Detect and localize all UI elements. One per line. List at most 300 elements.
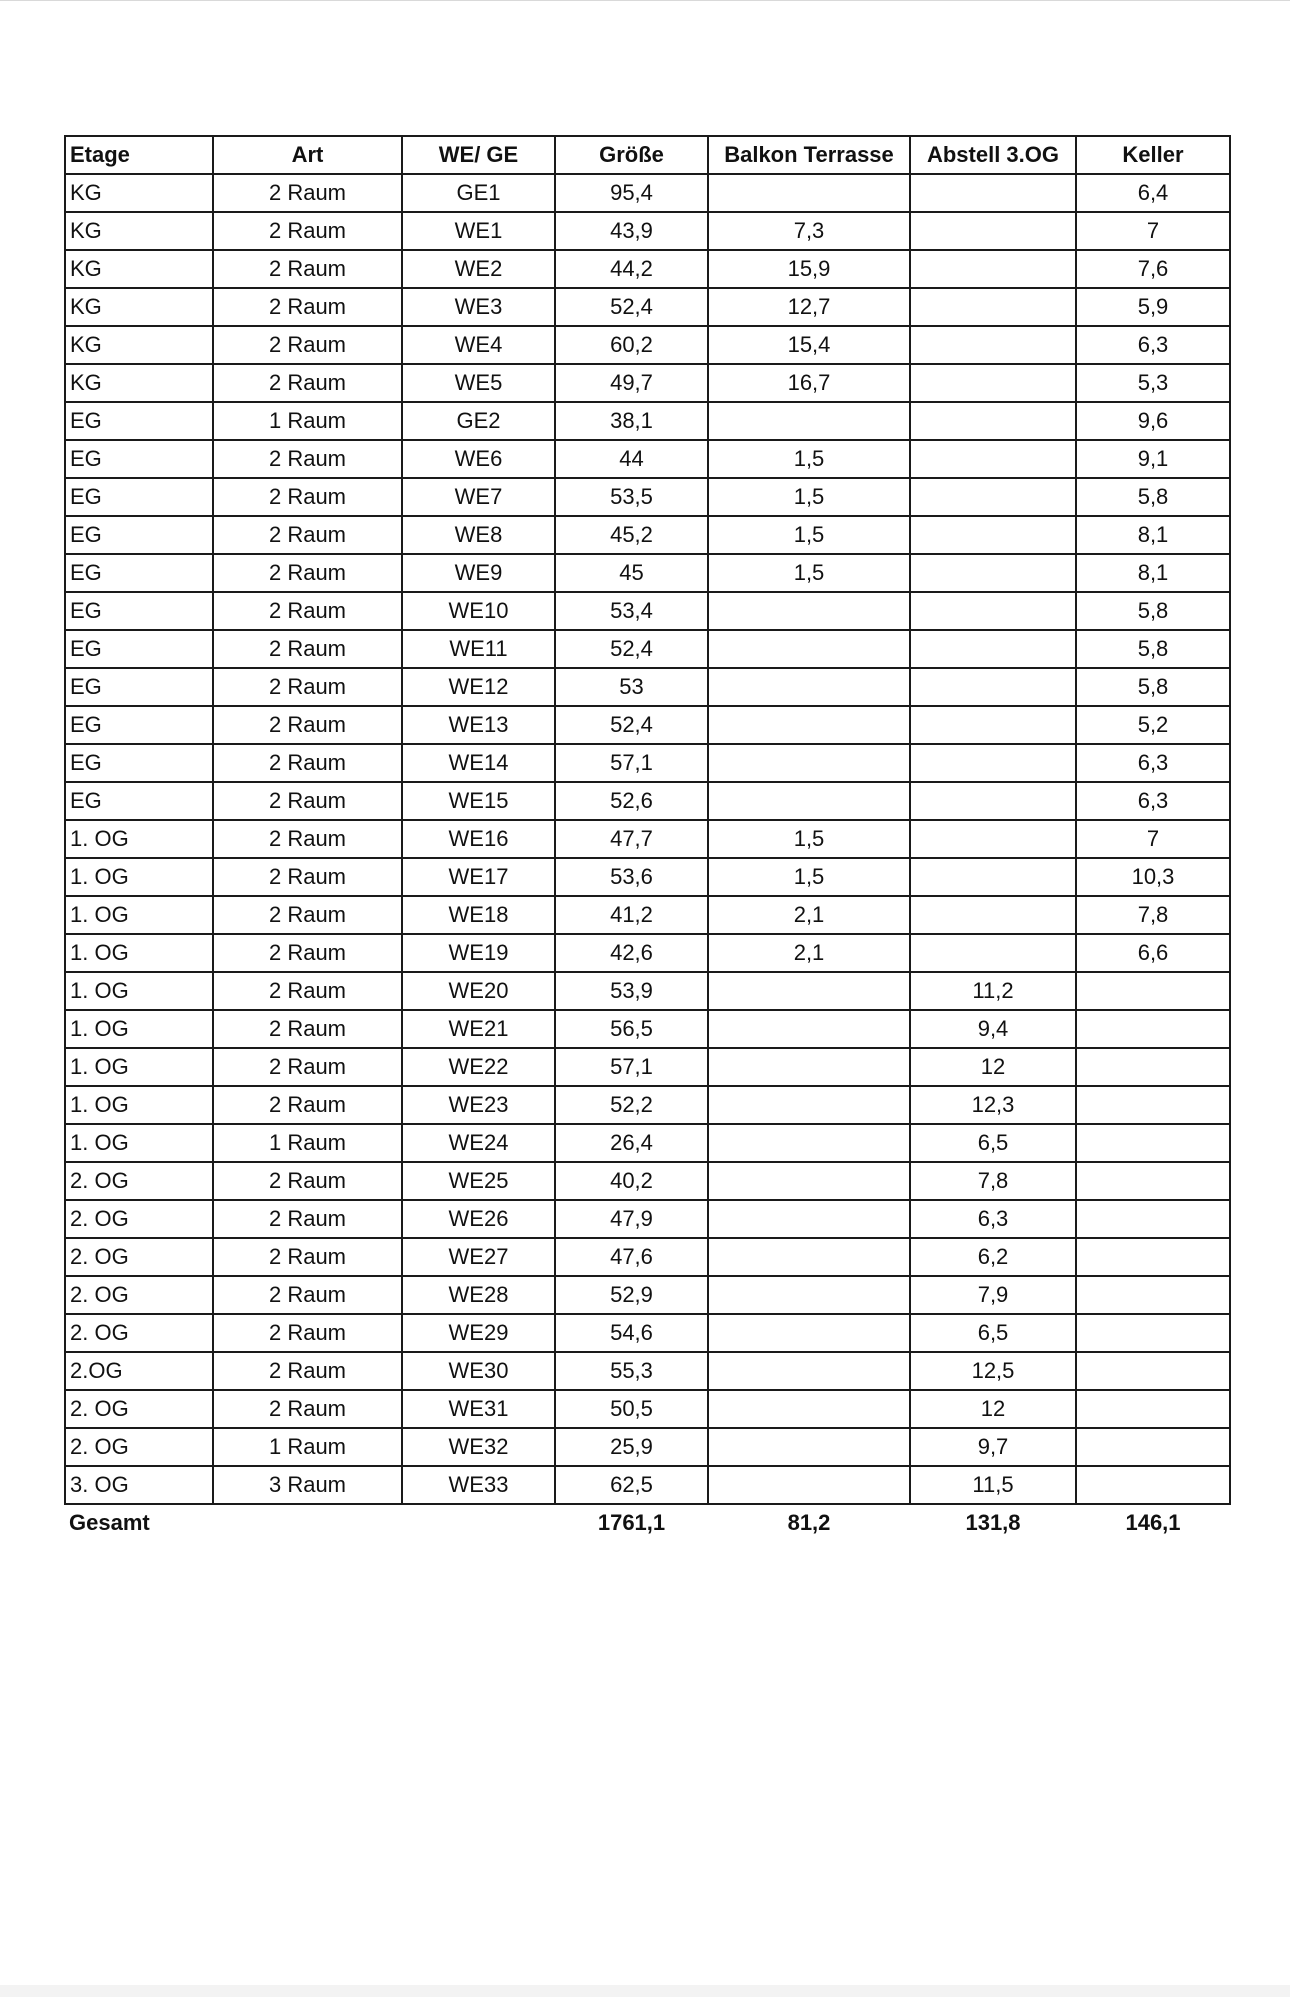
cell-etage: KG bbox=[65, 250, 213, 288]
cell-unit: WE20 bbox=[402, 972, 555, 1010]
cell-abstell bbox=[910, 402, 1076, 440]
cell-keller: 5,2 bbox=[1076, 706, 1230, 744]
cell-groesse: 52,4 bbox=[555, 706, 708, 744]
table-row bbox=[65, 706, 1230, 744]
cell-balkon-terrasse bbox=[708, 668, 910, 706]
cell-keller bbox=[1076, 1086, 1230, 1124]
cell-balkon-terrasse bbox=[708, 1466, 910, 1504]
cell-art: 1 Raum bbox=[213, 402, 402, 440]
cell-etage: 2. OG bbox=[65, 1162, 213, 1200]
cell-balkon-terrasse: 15,9 bbox=[708, 250, 910, 288]
cell-unit: WE2 bbox=[402, 250, 555, 288]
cell-unit: WE27 bbox=[402, 1238, 555, 1276]
table-row bbox=[65, 478, 1230, 516]
cell-etage: 2. OG bbox=[65, 1390, 213, 1428]
cell-abstell bbox=[910, 668, 1076, 706]
bottom-edge bbox=[0, 1985, 1290, 1997]
cell-keller bbox=[1076, 1428, 1230, 1466]
table-row bbox=[65, 1048, 1230, 1086]
cell-abstell: 12 bbox=[910, 1048, 1076, 1086]
cell-keller: 7 bbox=[1076, 212, 1230, 250]
cell-abstell bbox=[910, 592, 1076, 630]
cell-etage: EG bbox=[65, 630, 213, 668]
cell-art: 3 Raum bbox=[213, 1466, 402, 1504]
cell-etage: KG bbox=[65, 174, 213, 212]
table-body bbox=[65, 174, 1230, 1504]
cell-groesse: 53,6 bbox=[555, 858, 708, 896]
table-row bbox=[65, 934, 1230, 972]
cell-etage: EG bbox=[65, 706, 213, 744]
cell-abstell bbox=[910, 516, 1076, 554]
cell-etage: 2. OG bbox=[65, 1314, 213, 1352]
cell-art: 1 Raum bbox=[213, 1428, 402, 1466]
cell-unit: GE2 bbox=[402, 402, 555, 440]
cell-balkon-terrasse: 16,7 bbox=[708, 364, 910, 402]
cell-abstell bbox=[910, 174, 1076, 212]
cell-groesse: 47,6 bbox=[555, 1238, 708, 1276]
cell-abstell: 12 bbox=[910, 1390, 1076, 1428]
cell-groesse: 52,2 bbox=[555, 1086, 708, 1124]
cell-keller bbox=[1076, 1314, 1230, 1352]
cell-etage: 2. OG bbox=[65, 1238, 213, 1276]
cell-balkon-terrasse bbox=[708, 1048, 910, 1086]
cell-etage: 1. OG bbox=[65, 820, 213, 858]
cell-abstell bbox=[910, 554, 1076, 592]
cell-balkon-terrasse bbox=[708, 1238, 910, 1276]
cell-keller: 5,8 bbox=[1076, 478, 1230, 516]
total-balkon-terrasse: 81,2 bbox=[787, 1510, 831, 1535]
cell-balkon-terrasse bbox=[708, 972, 910, 1010]
cell-balkon-terrasse bbox=[708, 630, 910, 668]
cell-unit: WE6 bbox=[402, 440, 555, 478]
cell-balkon-terrasse bbox=[708, 174, 910, 212]
cell-groesse: 52,6 bbox=[555, 782, 708, 820]
cell-keller: 7 bbox=[1076, 820, 1230, 858]
cell-keller: 10,3 bbox=[1076, 858, 1230, 896]
table-row bbox=[65, 1010, 1230, 1048]
cell-balkon-terrasse bbox=[708, 744, 910, 782]
cell-art: 2 Raum bbox=[213, 326, 402, 364]
cell-art: 1 Raum bbox=[213, 1124, 402, 1162]
top-divider bbox=[0, 0, 1290, 1]
table-row bbox=[65, 668, 1230, 706]
cell-art: 2 Raum bbox=[213, 820, 402, 858]
cell-balkon-terrasse bbox=[708, 1352, 910, 1390]
cell-etage: EG bbox=[65, 782, 213, 820]
cell-abstell bbox=[910, 782, 1076, 820]
cell-etage: 1. OG bbox=[65, 1048, 213, 1086]
cell-groesse: 47,9 bbox=[555, 1200, 708, 1238]
cell-unit: WE7 bbox=[402, 478, 555, 516]
cell-etage: EG bbox=[65, 668, 213, 706]
cell-unit: WE29 bbox=[402, 1314, 555, 1352]
cell-groesse: 43,9 bbox=[555, 212, 708, 250]
cell-groesse: 95,4 bbox=[555, 174, 708, 212]
cell-unit: WE1 bbox=[402, 212, 555, 250]
cell-etage: EG bbox=[65, 516, 213, 554]
cell-balkon-terrasse: 1,5 bbox=[708, 516, 910, 554]
cell-etage: 1. OG bbox=[65, 1124, 213, 1162]
cell-unit: WE5 bbox=[402, 364, 555, 402]
cell-unit: GE1 bbox=[402, 174, 555, 212]
table-row bbox=[65, 630, 1230, 668]
cell-unit: WE26 bbox=[402, 1200, 555, 1238]
cell-keller: 8,1 bbox=[1076, 516, 1230, 554]
table-row bbox=[65, 592, 1230, 630]
cell-etage: 2. OG bbox=[65, 1200, 213, 1238]
cell-etage: 2. OG bbox=[65, 1276, 213, 1314]
cell-unit: WE9 bbox=[402, 554, 555, 592]
table-row bbox=[65, 1086, 1230, 1124]
cell-keller: 7,8 bbox=[1076, 896, 1230, 934]
cell-keller bbox=[1076, 1162, 1230, 1200]
cell-abstell bbox=[910, 820, 1076, 858]
cell-groesse: 52,4 bbox=[555, 288, 708, 326]
cell-abstell bbox=[910, 288, 1076, 326]
cell-abstell: 6,5 bbox=[910, 1314, 1076, 1352]
cell-art: 2 Raum bbox=[213, 630, 402, 668]
cell-keller bbox=[1076, 1466, 1230, 1504]
cell-keller bbox=[1076, 1124, 1230, 1162]
cell-etage: EG bbox=[65, 744, 213, 782]
cell-etage: EG bbox=[65, 440, 213, 478]
cell-groesse: 25,9 bbox=[555, 1428, 708, 1466]
cell-art: 2 Raum bbox=[213, 1352, 402, 1390]
table-row bbox=[65, 1200, 1230, 1238]
table-row bbox=[65, 326, 1230, 364]
table-row bbox=[65, 1124, 1230, 1162]
cell-groesse: 44,2 bbox=[555, 250, 708, 288]
cell-unit: WE31 bbox=[402, 1390, 555, 1428]
column-header-unit: WE/ GE bbox=[402, 136, 555, 174]
cell-unit: WE12 bbox=[402, 668, 555, 706]
cell-balkon-terrasse: 1,5 bbox=[708, 554, 910, 592]
cell-groesse: 44 bbox=[555, 440, 708, 478]
cell-etage: KG bbox=[65, 288, 213, 326]
cell-keller: 6,3 bbox=[1076, 782, 1230, 820]
table-row bbox=[65, 1466, 1230, 1504]
cell-balkon-terrasse bbox=[708, 1314, 910, 1352]
cell-unit: WE19 bbox=[402, 934, 555, 972]
cell-abstell bbox=[910, 250, 1076, 288]
table-row bbox=[65, 250, 1230, 288]
column-header-art: Art bbox=[213, 136, 402, 174]
cell-art: 2 Raum bbox=[213, 592, 402, 630]
cell-keller: 6,6 bbox=[1076, 934, 1230, 972]
cell-groesse: 53,5 bbox=[555, 478, 708, 516]
cell-keller: 5,9 bbox=[1076, 288, 1230, 326]
total-keller: 146,1 bbox=[1125, 1510, 1181, 1535]
cell-unit: WE14 bbox=[402, 744, 555, 782]
table-row bbox=[65, 440, 1230, 478]
cell-etage: 1. OG bbox=[65, 934, 213, 972]
cell-balkon-terrasse bbox=[708, 1428, 910, 1466]
cell-groesse: 41,2 bbox=[555, 896, 708, 934]
cell-groesse: 53,9 bbox=[555, 972, 708, 1010]
column-header-balkon-terrasse: Balkon Terrasse bbox=[708, 136, 910, 174]
column-header-abstell: Abstell 3.OG bbox=[910, 136, 1076, 174]
table-row bbox=[65, 1428, 1230, 1466]
table-row bbox=[65, 858, 1230, 896]
cell-art: 2 Raum bbox=[213, 896, 402, 934]
cell-balkon-terrasse: 2,1 bbox=[708, 896, 910, 934]
cell-unit: WE32 bbox=[402, 1428, 555, 1466]
cell-unit: WE10 bbox=[402, 592, 555, 630]
cell-art: 2 Raum bbox=[213, 250, 402, 288]
table-row bbox=[65, 896, 1230, 934]
column-header-groesse: Größe bbox=[555, 136, 708, 174]
cell-keller: 6,3 bbox=[1076, 744, 1230, 782]
cell-unit: WE30 bbox=[402, 1352, 555, 1390]
cell-keller: 8,1 bbox=[1076, 554, 1230, 592]
cell-keller bbox=[1076, 1276, 1230, 1314]
cell-keller: 9,6 bbox=[1076, 402, 1230, 440]
cell-abstell: 9,7 bbox=[910, 1428, 1076, 1466]
cell-art: 2 Raum bbox=[213, 858, 402, 896]
cell-art: 2 Raum bbox=[213, 1162, 402, 1200]
cell-groesse: 53,4 bbox=[555, 592, 708, 630]
cell-art: 2 Raum bbox=[213, 706, 402, 744]
cell-art: 2 Raum bbox=[213, 478, 402, 516]
table-row bbox=[65, 1276, 1230, 1314]
cell-balkon-terrasse bbox=[708, 1276, 910, 1314]
cell-art: 2 Raum bbox=[213, 516, 402, 554]
cell-keller: 9,1 bbox=[1076, 440, 1230, 478]
cell-keller bbox=[1076, 1200, 1230, 1238]
cell-unit: WE8 bbox=[402, 516, 555, 554]
cell-abstell bbox=[910, 934, 1076, 972]
cell-groesse: 45,2 bbox=[555, 516, 708, 554]
cell-abstell bbox=[910, 478, 1076, 516]
table-row bbox=[65, 1390, 1230, 1428]
cell-keller bbox=[1076, 972, 1230, 1010]
apartment-table bbox=[64, 135, 1231, 1541]
table-row bbox=[65, 1352, 1230, 1390]
cell-abstell: 6,2 bbox=[910, 1238, 1076, 1276]
cell-abstell bbox=[910, 858, 1076, 896]
cell-etage: 1. OG bbox=[65, 858, 213, 896]
cell-abstell: 11,5 bbox=[910, 1466, 1076, 1504]
cell-keller: 7,6 bbox=[1076, 250, 1230, 288]
cell-art: 2 Raum bbox=[213, 934, 402, 972]
cell-etage: 3. OG bbox=[65, 1466, 213, 1504]
table-row bbox=[65, 364, 1230, 402]
cell-abstell bbox=[910, 706, 1076, 744]
cell-abstell bbox=[910, 744, 1076, 782]
table-row bbox=[65, 174, 1230, 212]
cell-balkon-terrasse bbox=[708, 782, 910, 820]
table-row bbox=[65, 212, 1230, 250]
cell-groesse: 47,7 bbox=[555, 820, 708, 858]
cell-balkon-terrasse bbox=[708, 1010, 910, 1048]
cell-balkon-terrasse: 1,5 bbox=[708, 440, 910, 478]
cell-abstell: 6,3 bbox=[910, 1200, 1076, 1238]
cell-abstell: 6,5 bbox=[910, 1124, 1076, 1162]
cell-unit: WE15 bbox=[402, 782, 555, 820]
cell-balkon-terrasse: 15,4 bbox=[708, 326, 910, 364]
cell-keller bbox=[1076, 1238, 1230, 1276]
cell-etage: EG bbox=[65, 478, 213, 516]
cell-unit: WE25 bbox=[402, 1162, 555, 1200]
cell-unit: WE3 bbox=[402, 288, 555, 326]
cell-abstell: 11,2 bbox=[910, 972, 1076, 1010]
table-row bbox=[65, 1238, 1230, 1276]
table-row bbox=[65, 1314, 1230, 1352]
total-art bbox=[213, 1504, 402, 1541]
cell-etage: KG bbox=[65, 364, 213, 402]
cell-groesse: 40,2 bbox=[555, 1162, 708, 1200]
table-row bbox=[65, 744, 1230, 782]
cell-art: 2 Raum bbox=[213, 288, 402, 326]
cell-art: 2 Raum bbox=[213, 1200, 402, 1238]
cell-art: 2 Raum bbox=[213, 174, 402, 212]
total-label: Gesamt bbox=[69, 1510, 150, 1535]
cell-art: 2 Raum bbox=[213, 1086, 402, 1124]
cell-unit: WE11 bbox=[402, 630, 555, 668]
table-header bbox=[65, 136, 1230, 174]
cell-balkon-terrasse bbox=[708, 402, 910, 440]
cell-groesse: 52,4 bbox=[555, 630, 708, 668]
cell-abstell: 7,8 bbox=[910, 1162, 1076, 1200]
cell-unit: WE23 bbox=[402, 1086, 555, 1124]
cell-unit: WE21 bbox=[402, 1010, 555, 1048]
cell-groesse: 56,5 bbox=[555, 1010, 708, 1048]
cell-abstell: 12,3 bbox=[910, 1086, 1076, 1124]
cell-groesse: 52,9 bbox=[555, 1276, 708, 1314]
table-row bbox=[65, 782, 1230, 820]
cell-art: 2 Raum bbox=[213, 212, 402, 250]
cell-groesse: 53 bbox=[555, 668, 708, 706]
column-header-etage: Etage bbox=[65, 136, 213, 174]
cell-etage: EG bbox=[65, 554, 213, 592]
cell-art: 2 Raum bbox=[213, 744, 402, 782]
cell-groesse: 49,7 bbox=[555, 364, 708, 402]
cell-balkon-terrasse: 2,1 bbox=[708, 934, 910, 972]
cell-unit: WE16 bbox=[402, 820, 555, 858]
cell-keller: 5,8 bbox=[1076, 630, 1230, 668]
cell-abstell bbox=[910, 896, 1076, 934]
cell-balkon-terrasse bbox=[708, 1162, 910, 1200]
cell-balkon-terrasse bbox=[708, 1390, 910, 1428]
cell-etage: KG bbox=[65, 326, 213, 364]
cell-unit: WE4 bbox=[402, 326, 555, 364]
cell-groesse: 62,5 bbox=[555, 1466, 708, 1504]
cell-unit: WE13 bbox=[402, 706, 555, 744]
cell-abstell bbox=[910, 440, 1076, 478]
cell-etage: 1. OG bbox=[65, 972, 213, 1010]
cell-abstell: 9,4 bbox=[910, 1010, 1076, 1048]
cell-abstell: 12,5 bbox=[910, 1352, 1076, 1390]
cell-art: 2 Raum bbox=[213, 1010, 402, 1048]
table-row bbox=[65, 288, 1230, 326]
cell-etage: EG bbox=[65, 402, 213, 440]
table-row bbox=[65, 820, 1230, 858]
cell-etage: 2.OG bbox=[65, 1352, 213, 1390]
cell-balkon-terrasse: 7,3 bbox=[708, 212, 910, 250]
cell-balkon-terrasse: 12,7 bbox=[708, 288, 910, 326]
cell-keller: 5,3 bbox=[1076, 364, 1230, 402]
cell-keller: 6,3 bbox=[1076, 326, 1230, 364]
column-header-keller: Keller bbox=[1076, 136, 1230, 174]
table-row bbox=[65, 402, 1230, 440]
cell-art: 2 Raum bbox=[213, 1390, 402, 1428]
cell-keller: 5,8 bbox=[1076, 668, 1230, 706]
cell-art: 2 Raum bbox=[213, 1238, 402, 1276]
cell-etage: KG bbox=[65, 212, 213, 250]
total-unit bbox=[402, 1504, 555, 1541]
cell-keller: 5,8 bbox=[1076, 592, 1230, 630]
cell-groesse: 38,1 bbox=[555, 402, 708, 440]
header-row bbox=[65, 136, 1230, 174]
cell-etage: 1. OG bbox=[65, 896, 213, 934]
cell-groesse: 45 bbox=[555, 554, 708, 592]
cell-groesse: 55,3 bbox=[555, 1352, 708, 1390]
table-row bbox=[65, 554, 1230, 592]
cell-art: 2 Raum bbox=[213, 972, 402, 1010]
cell-balkon-terrasse: 1,5 bbox=[708, 820, 910, 858]
cell-unit: WE17 bbox=[402, 858, 555, 896]
cell-balkon-terrasse: 1,5 bbox=[708, 858, 910, 896]
cell-art: 2 Raum bbox=[213, 440, 402, 478]
cell-art: 2 Raum bbox=[213, 1314, 402, 1352]
cell-balkon-terrasse bbox=[708, 1124, 910, 1162]
cell-balkon-terrasse: 1,5 bbox=[708, 478, 910, 516]
cell-balkon-terrasse bbox=[708, 706, 910, 744]
cell-keller: 6,4 bbox=[1076, 174, 1230, 212]
total-groesse: 1761,1 bbox=[597, 1510, 666, 1535]
total-abstell: 131,8 bbox=[965, 1510, 1021, 1535]
total-row bbox=[65, 1504, 1230, 1541]
cell-unit: WE28 bbox=[402, 1276, 555, 1314]
cell-art: 2 Raum bbox=[213, 668, 402, 706]
cell-keller bbox=[1076, 1010, 1230, 1048]
cell-unit: WE24 bbox=[402, 1124, 555, 1162]
cell-unit: WE33 bbox=[402, 1466, 555, 1504]
cell-keller bbox=[1076, 1390, 1230, 1428]
cell-abstell: 7,9 bbox=[910, 1276, 1076, 1314]
cell-balkon-terrasse bbox=[708, 1086, 910, 1124]
table-row bbox=[65, 1162, 1230, 1200]
cell-balkon-terrasse bbox=[708, 1200, 910, 1238]
cell-art: 2 Raum bbox=[213, 1276, 402, 1314]
cell-etage: 1. OG bbox=[65, 1010, 213, 1048]
cell-art: 2 Raum bbox=[213, 364, 402, 402]
cell-groesse: 26,4 bbox=[555, 1124, 708, 1162]
cell-groesse: 57,1 bbox=[555, 744, 708, 782]
cell-art: 2 Raum bbox=[213, 1048, 402, 1086]
cell-keller bbox=[1076, 1048, 1230, 1086]
cell-keller bbox=[1076, 1352, 1230, 1390]
cell-groesse: 54,6 bbox=[555, 1314, 708, 1352]
table-footer bbox=[65, 1504, 1230, 1541]
cell-etage: EG bbox=[65, 592, 213, 630]
cell-unit: WE18 bbox=[402, 896, 555, 934]
cell-abstell bbox=[910, 212, 1076, 250]
cell-unit: WE22 bbox=[402, 1048, 555, 1086]
cell-balkon-terrasse bbox=[708, 592, 910, 630]
cell-abstell bbox=[910, 364, 1076, 402]
cell-groesse: 57,1 bbox=[555, 1048, 708, 1086]
cell-art: 2 Raum bbox=[213, 554, 402, 592]
cell-groesse: 42,6 bbox=[555, 934, 708, 972]
cell-art: 2 Raum bbox=[213, 782, 402, 820]
cell-groesse: 50,5 bbox=[555, 1390, 708, 1428]
cell-etage: 2. OG bbox=[65, 1428, 213, 1466]
table-row bbox=[65, 516, 1230, 554]
cell-abstell bbox=[910, 326, 1076, 364]
cell-etage: 1. OG bbox=[65, 1086, 213, 1124]
cell-groesse: 60,2 bbox=[555, 326, 708, 364]
